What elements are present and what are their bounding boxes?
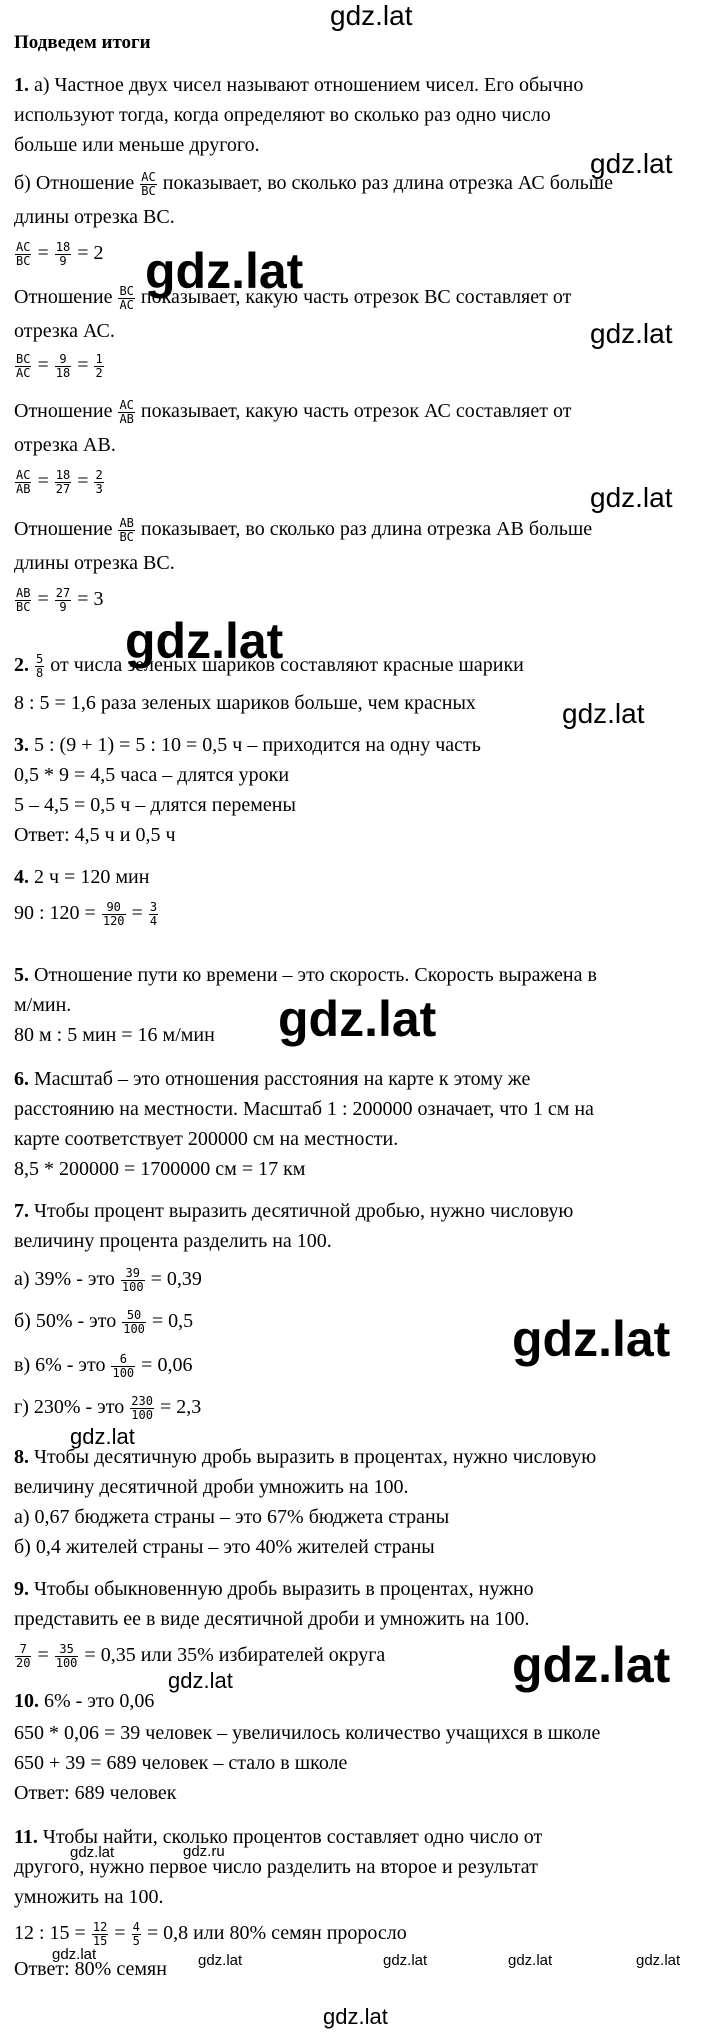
- fraction: [140, 171, 156, 198]
- text: Чтобы десятичную дробь выразить в процентах, нужно числовую: [29, 1446, 597, 1468]
- fraction-denominator: 5: [132, 1933, 140, 1948]
- fraction-denominator: AC: [119, 297, 134, 312]
- equation: [14, 238, 103, 268]
- watermark: gdz.lat: [636, 1952, 681, 1969]
- fraction-numerator: 39: [121, 1267, 145, 1281]
- fraction-denominator: 100: [121, 1279, 144, 1294]
- fraction: [92, 1921, 108, 1948]
- task-1-line: длины отрезка ВС.: [14, 552, 175, 574]
- task-1-line: длины отрезка ВС.: [14, 206, 175, 228]
- fraction-numerator: 3: [149, 899, 158, 914]
- fraction-numerator: AB: [16, 585, 31, 600]
- fraction-numerator: 27: [55, 585, 71, 600]
- fraction: [111, 1353, 135, 1380]
- text: Отношение: [14, 286, 113, 308]
- watermark: gdz.lat: [52, 1946, 97, 1963]
- task-1-line: [14, 396, 571, 426]
- fraction-denominator: 3: [95, 481, 103, 496]
- task-11-line: Ответ: 80% семян: [14, 1958, 167, 1980]
- text: 90 : 120 =: [14, 902, 96, 924]
- text: Масштаб – это отношения расстояния на карте к этому же: [29, 1068, 531, 1090]
- text: б) Отношение: [14, 172, 135, 194]
- task-3-line: [14, 730, 481, 760]
- fraction-denominator: 4: [149, 913, 158, 928]
- text: показывает, во сколько раз длина отрезка АС больше: [162, 172, 614, 194]
- fraction-denominator: 18: [55, 365, 71, 380]
- fraction: [102, 901, 126, 928]
- text: =: [37, 242, 49, 264]
- fraction-numerator: 50: [122, 1309, 146, 1323]
- equation: [14, 1918, 407, 1948]
- watermark: gdz.lat: [512, 1637, 671, 1693]
- text: = 0,06: [141, 1354, 193, 1376]
- text: =: [114, 1922, 126, 1944]
- watermark: gdz.lat: [70, 1844, 115, 1861]
- fraction-denominator: 27: [55, 481, 71, 496]
- text: б) 50% - это: [14, 1310, 117, 1332]
- watermark: gdz.lat: [562, 698, 645, 729]
- fraction-denominator: 100: [55, 1655, 78, 1670]
- text: в) 6% - это: [14, 1354, 106, 1376]
- fraction-denominator: 8: [36, 665, 44, 680]
- text: а) 39% - это: [14, 1268, 115, 1290]
- task-6-line: расстоянию на местности. Масштаб 1 : 200000 означает, что 1 см на: [14, 1098, 594, 1120]
- task-9-line: [14, 1574, 534, 1604]
- fraction: [35, 653, 44, 680]
- fraction: [15, 241, 31, 268]
- text: Чтобы найти, сколько процентов составляет одно число от: [37, 1826, 543, 1848]
- text: =: [77, 354, 89, 376]
- fraction-denominator: AB: [16, 481, 31, 496]
- watermark: gdz.lat: [512, 1311, 671, 1367]
- task-1-line: [14, 282, 571, 312]
- text: показывает, во сколько раз длина отрезка АВ больше: [140, 518, 593, 540]
- text: Чтобы обыкновенную дробь выразить в процентах, нужно: [29, 1578, 534, 1600]
- task-8-line: величину десятичной дроби умножить на 100.: [14, 1476, 409, 1498]
- watermark: gdz.lat: [508, 1952, 553, 1969]
- text: Отношение: [14, 518, 113, 540]
- task-8-line: [14, 1442, 596, 1472]
- fraction: [132, 1921, 141, 1948]
- fraction-denominator: 2: [95, 365, 103, 380]
- fraction-denominator: AB: [119, 411, 134, 426]
- task-1-line: отрезка АС.: [14, 320, 115, 342]
- fraction: [94, 353, 103, 380]
- task-8-line: а) 0,67 бюджета страны – это 67% бюджета страны: [14, 1506, 450, 1528]
- fraction-numerator: 2: [95, 467, 103, 482]
- task-2-line: [14, 650, 524, 680]
- text: Отношение пути ко времени – это скорость. Скорость выражена в: [29, 964, 597, 986]
- fraction-numerator: AB: [119, 515, 134, 530]
- fraction: [121, 1267, 145, 1294]
- fraction-numerator: AC: [16, 467, 31, 482]
- task-5-line: м/мин.: [14, 994, 72, 1016]
- fraction-denominator: 9: [59, 599, 67, 614]
- watermark: gdz.lat: [70, 1424, 135, 1449]
- fraction: [15, 587, 31, 614]
- task-10-line: 650 + 39 = 689 человек – стало в школе: [14, 1752, 348, 1774]
- fraction: [55, 587, 71, 614]
- fraction-denominator: 100: [123, 1321, 145, 1336]
- equation: [14, 1640, 385, 1670]
- fraction: [15, 353, 31, 380]
- text: показывает, какую часть отрезок АС составляет от: [140, 400, 572, 422]
- text: Чтобы процент выразить десятичной дробью, нужно числовую: [29, 1200, 574, 1222]
- fraction-numerator: 230: [131, 1393, 153, 1408]
- task-number: 3.: [14, 734, 29, 756]
- task-4-line: [14, 862, 149, 892]
- task-2-line: 8 : 5 = 1,6 раза зеленых шариков больше, чем красных: [14, 692, 476, 714]
- task-10-line: [14, 1686, 154, 1716]
- fraction-denominator: 20: [16, 1655, 31, 1670]
- fraction-denominator: 9: [59, 253, 67, 268]
- watermark: gdz.lat: [383, 1952, 428, 1969]
- watermark: gdz.lat: [590, 482, 673, 513]
- task-6-line: карте соответствует 200000 см на местности.: [14, 1128, 399, 1150]
- fraction-numerator: 35: [55, 1643, 79, 1657]
- task-1-line: [14, 168, 613, 198]
- fraction: [55, 469, 71, 496]
- fraction: [55, 241, 71, 268]
- text: = 0,35 или 35% избирателей округа: [84, 1644, 386, 1666]
- task-1-line: [14, 514, 592, 544]
- text: от числа зеленых шариков составляют красные шарики: [50, 654, 524, 676]
- fraction: [149, 901, 158, 928]
- task-5-line: [14, 960, 597, 990]
- task-7-line: [14, 1196, 573, 1226]
- fraction-numerator: 5: [36, 651, 44, 666]
- page-title: Подведем итоги: [14, 32, 151, 53]
- task-8-line: б) 0,4 жителей страны – это 40% жителей страны: [14, 1536, 435, 1558]
- fraction-numerator: BC: [119, 283, 134, 298]
- task-number: 6.: [14, 1068, 29, 1090]
- watermark: gdz.lat: [330, 0, 413, 31]
- task-7-line: величину процента разделить на 100.: [14, 1230, 332, 1252]
- fraction-denominator: BC: [16, 599, 31, 614]
- fraction-denominator: 15: [92, 1933, 108, 1948]
- text: показывает, какую часть отрезок ВС составляет от: [140, 286, 572, 308]
- fraction-numerator: 7: [15, 1643, 31, 1657]
- text: =: [37, 588, 49, 610]
- task-3-line: Ответ: 4,5 ч и 0,5 ч: [14, 824, 176, 846]
- fraction-denominator: BC: [119, 529, 134, 544]
- text: 12 : 15 =: [14, 1922, 86, 1944]
- fraction-numerator: BC: [16, 351, 31, 366]
- task-number: 2.: [14, 654, 29, 676]
- fraction-numerator: 12: [92, 1919, 108, 1934]
- watermark: gdz.lat: [198, 1952, 243, 1969]
- watermark: gdz.ru: [183, 1843, 225, 1860]
- text: Отношение: [14, 400, 113, 422]
- watermark: gdz.lat: [125, 613, 284, 669]
- watermark: gdz.lat: [168, 1668, 233, 1693]
- fraction: [55, 1643, 79, 1670]
- text: = 3: [77, 588, 104, 610]
- fraction: [118, 399, 134, 426]
- fraction-numerator: 18: [55, 467, 71, 482]
- task-11-line: умножить на 100.: [14, 1886, 164, 1908]
- task-1-line: используют тогда, когда определяют во сколько раз одно число: [14, 104, 551, 126]
- watermark: gdz.lat: [590, 318, 673, 349]
- task-11-line: другого, нужно первое число разделить на второе и результат: [14, 1856, 538, 1878]
- text: =: [37, 354, 49, 376]
- watermark: gdz.lat: [278, 991, 437, 1047]
- fraction: [118, 285, 134, 312]
- task-1-line: [14, 70, 583, 100]
- task-number: 8.: [14, 1446, 29, 1468]
- text: г) 230% - это: [14, 1396, 125, 1418]
- fraction-denominator: AC: [16, 365, 31, 380]
- watermark: gdz.lat: [145, 243, 304, 299]
- fraction-numerator: 4: [132, 1919, 140, 1934]
- text: = 0,5: [151, 1310, 194, 1332]
- task-11-line: [14, 1822, 542, 1852]
- text: 5 : (9 + 1) = 5 : 10 = 0,5 ч – приходится на одну часть: [29, 734, 481, 756]
- task-number: 11.: [14, 1826, 38, 1848]
- fraction: [118, 517, 134, 544]
- fraction-numerator: 6: [111, 1353, 135, 1367]
- fraction-numerator: AC: [141, 169, 156, 184]
- task-10-line: 650 * 0,06 = 39 человек – увеличилось количество учащихся в школе: [14, 1722, 601, 1744]
- task-6-line: [14, 1064, 530, 1094]
- equation: [14, 1264, 202, 1294]
- text: =: [77, 470, 89, 492]
- equation: [14, 584, 103, 614]
- task-10-line: Ответ: 689 человек: [14, 1782, 177, 1804]
- equation: [14, 1392, 201, 1422]
- text: =: [37, 470, 49, 492]
- task-number: 7.: [14, 1200, 29, 1222]
- watermark: gdz.lat: [590, 148, 673, 179]
- task-1-line: больше или меньше другого.: [14, 134, 260, 156]
- equation: [14, 898, 159, 928]
- fraction-denominator: 120: [102, 913, 125, 928]
- task-5-line: 80 м : 5 мин = 16 м/мин: [14, 1024, 215, 1046]
- text: =: [131, 902, 143, 924]
- text: = 2: [77, 242, 104, 264]
- text: =: [37, 1644, 49, 1666]
- fraction-denominator: BC: [141, 183, 156, 198]
- fraction-denominator: 100: [131, 1407, 153, 1422]
- task-3-line: 5 – 4,5 = 0,5 ч – длятся перемены: [14, 794, 296, 816]
- equation: [14, 1306, 193, 1336]
- task-number: 4.: [14, 866, 29, 888]
- watermark: gdz.lat: [323, 2004, 388, 2029]
- task-number: 5.: [14, 964, 29, 986]
- fraction-numerator: AC: [16, 239, 31, 254]
- text: = 0,8 или 80% семян проросло: [146, 1922, 407, 1944]
- equation: [14, 350, 105, 380]
- text: 2 ч = 120 мин: [29, 866, 150, 888]
- fraction: [15, 1643, 31, 1670]
- fraction-numerator: 9: [55, 353, 71, 367]
- fraction-numerator: 90: [102, 901, 126, 915]
- task-3-line: 0,5 * 9 = 4,5 часа – длятся уроки: [14, 764, 290, 786]
- fraction-numerator: 18: [55, 239, 71, 254]
- task-9-line: представить ее в виде десятичной дроби и умножить на 100.: [14, 1608, 530, 1630]
- task-number: 1.: [14, 74, 29, 96]
- fraction: [130, 1395, 154, 1422]
- task-number: 9.: [14, 1578, 29, 1600]
- fraction: [122, 1309, 146, 1336]
- task-1-line: отрезка АВ.: [14, 434, 116, 456]
- fraction-denominator: 100: [112, 1365, 135, 1380]
- fraction: [15, 469, 31, 496]
- text: 6% - это 0,06: [39, 1690, 155, 1712]
- task-number: 10.: [14, 1690, 39, 1712]
- equation: [14, 1350, 192, 1380]
- text: = 2,3: [159, 1396, 202, 1418]
- task-6-line: 8,5 * 200000 = 1700000 см = 17 км: [14, 1158, 306, 1180]
- text: а) Частное двух чисел называют отношением чисел. Его обычно: [29, 74, 584, 96]
- text: = 0,39: [150, 1268, 202, 1290]
- equation: [14, 466, 105, 496]
- fraction-denominator: BC: [16, 253, 31, 268]
- fraction: [94, 469, 103, 496]
- fraction-numerator: 1: [95, 351, 103, 366]
- fraction-numerator: AC: [119, 397, 134, 412]
- fraction: [55, 353, 71, 380]
